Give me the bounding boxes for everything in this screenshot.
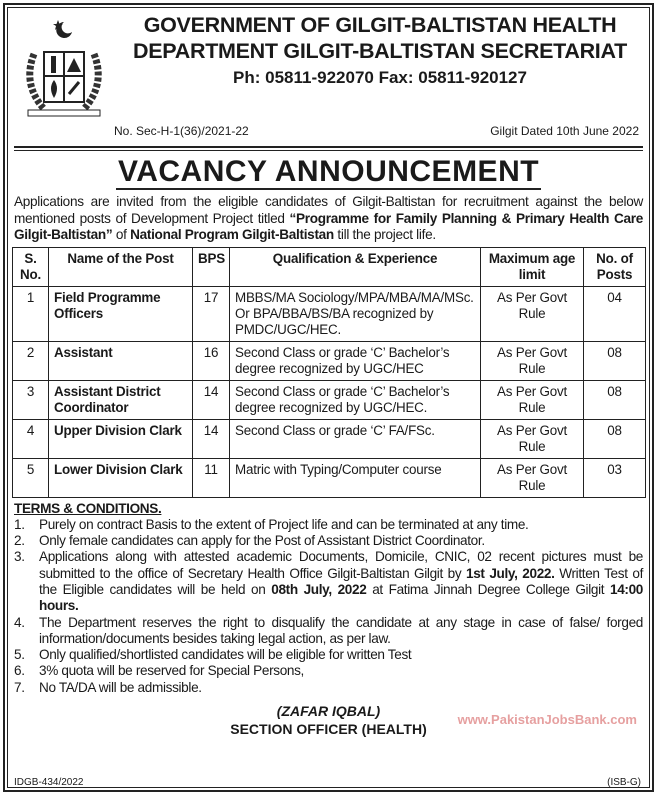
age-limit: As Per Govt Rule (481, 419, 584, 458)
qualification: Second Class or grade ‘C’ Bachelor’s degree recognized by UGC/HEC. (230, 380, 481, 419)
table-row (13, 380, 646, 419)
reference-number: No. Sec-H-1(36)/2021-22 (114, 124, 249, 138)
post-name: Upper Division Clark (49, 419, 193, 458)
post-name: Field Programme Officers (49, 286, 193, 341)
post-name: Assistant District Coordinator (49, 380, 193, 419)
term-item: 5. Only qualified/shortlisted candidates will be eligible for written Test (14, 647, 412, 663)
vacancy-table (12, 247, 646, 498)
bps-grade: 11 (193, 458, 230, 497)
serial-number: 3 (13, 380, 49, 419)
qualification: Matric with Typing/Computer course (230, 458, 481, 497)
term-item: 3. Applications along with attested academic Documents, Domicile, CNIC, 02 recent pictures must be submitted to the office of Secretary Health Office Gilgit-Baltistan Gilgit by 1st July, 2022. Written Test of the Eligible candidates will be held on 08th July, 2022 at Fatima Jinnah Degree College Gilgit 14:00 hours. (14, 549, 644, 614)
post-count: 04 (584, 286, 646, 341)
main-content (12, 194, 645, 742)
serial-number: 5 (13, 458, 49, 497)
col-header: No. of Posts (584, 247, 646, 286)
age-limit: As Per Govt Rule (481, 458, 584, 497)
qualification: MBBS/MA Sociology/MPA/MBA/MA/MSc. Or BPA/BBA/BS/BA recognized by PMDC/UGC/HEC. (230, 286, 481, 341)
age-limit: As Per Govt Rule (481, 286, 584, 341)
intro-paragraph: Applications are invited from the eligible candidates of Gilgit-Baltistan for recruitment against the below mentioned posts of Development Project titled “Programme for Family Planning & Primary Health Care Gilgit-Baltistan” of National Program Gilgit-Baltistan till the project life. (14, 194, 643, 242)
col-header: Maximum age limit (481, 247, 584, 286)
footer-tag: (ISB-G) (607, 777, 641, 788)
table-row (13, 286, 646, 341)
post-count: 08 (584, 380, 646, 419)
post-count: 08 (584, 341, 646, 380)
divider (14, 150, 643, 151)
heading-line-2: DEPARTMENT GILGIT-BALTISTAN SECRETARIAT (133, 39, 627, 63)
col-header: Qualification & Experience (230, 247, 481, 286)
terms-section (12, 501, 645, 697)
bps-grade: 14 (193, 380, 230, 419)
term-item: 4. The Department reserves the right to disqualify the candidate at any stage in case of false/ forged information/documents besides taking legal action, as per law. (14, 614, 643, 646)
heading-line-1: GOVERNMENT OF GILGIT-BALTISTAN HEALTH (143, 13, 617, 37)
serial-number: 2 (13, 341, 49, 380)
term-item: 1. Purely on contract Basis to the extent of Project life and can be terminated at any time. (14, 516, 529, 532)
age-limit: As Per Govt Rule (481, 380, 584, 419)
col-header: S. No. (13, 247, 49, 286)
term-item: 6. 3% quota will be reserved for Special Persons, (14, 663, 304, 679)
qualification: Second Class or grade ‘C’ FA/FSc. (230, 419, 481, 458)
page-title (0, 155, 657, 194)
terms-title: TERMS & CONDITIONS. (14, 500, 162, 516)
serial-number: 1 (13, 286, 49, 341)
table-row (13, 419, 646, 458)
post-count: 03 (584, 458, 646, 497)
department-heading (120, 12, 640, 64)
issue-date: Gilgit Dated 10th June 2022 (490, 124, 639, 138)
col-header: BPS (193, 247, 230, 286)
age-limit: As Per Govt Rule (481, 341, 584, 380)
bps-grade: 17 (193, 286, 230, 341)
watermark: www.PakistanJobsBank.com (457, 712, 637, 728)
signature-block (12, 702, 645, 742)
divider (14, 146, 643, 148)
serial-number: 4 (13, 419, 49, 458)
term-item: 2. Only female candidates can apply for the Post of Assistant District Coordinator. (14, 533, 485, 549)
post-count: 08 (584, 419, 646, 458)
signatory-designation: SECTION OFFICER (HEALTH) (230, 721, 427, 738)
gilgit-baltistan-emblem-icon (14, 14, 114, 124)
bps-grade: 16 (193, 341, 230, 380)
table-row (13, 458, 646, 497)
bps-grade: 14 (193, 419, 230, 458)
signatory-name: (ZAFAR IQBAL) (276, 703, 381, 720)
table-row (13, 341, 646, 380)
table-header-row (13, 247, 646, 286)
col-header: Name of the Post (49, 247, 193, 286)
post-name: Lower Division Clark (49, 458, 193, 497)
term-item: 7. No TA/DA will be admissible. (14, 679, 202, 695)
qualification: Second Class or grade ‘C’ Bachelor’s degree recognized by UGC/HEC (230, 341, 481, 380)
contact-numbers: Ph: 05811-922070 Fax: 05811-920127 (233, 68, 527, 87)
post-name: Assistant (49, 341, 193, 380)
title-text: VACANCY ANNOUNCEMENT (117, 155, 540, 188)
footer-code: IDGB-434/2022 (14, 777, 84, 788)
